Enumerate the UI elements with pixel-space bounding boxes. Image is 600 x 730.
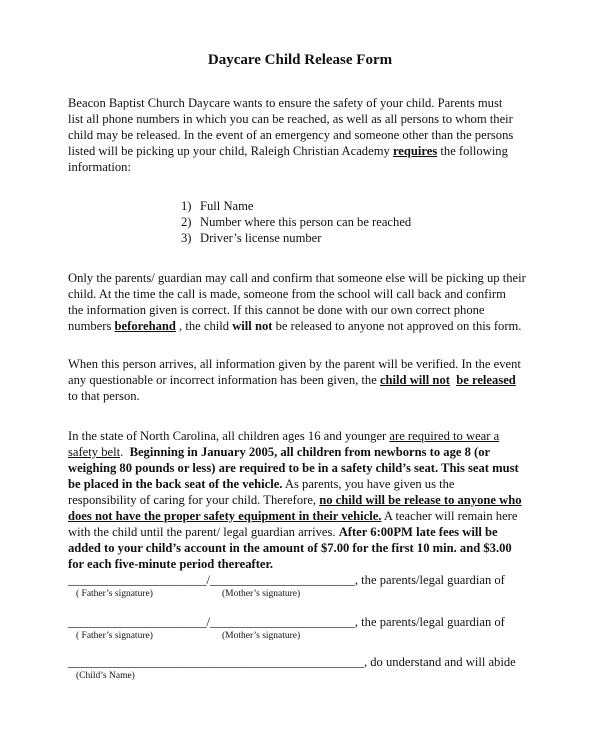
verify-line-3: to that person. (68, 389, 140, 403)
safety-line-6 (68, 508, 538, 524)
father-signature-caption: ( Father’s signature) (76, 631, 153, 641)
beforehand-emphasis: beforehand (114, 319, 176, 333)
safety-line-1-text: In the state of North Carolina, all children ages 16 and younger (68, 429, 390, 443)
safety-line-5 (68, 492, 538, 508)
list-item (181, 214, 411, 230)
list-number: 2) (181, 215, 192, 229)
safety-line-2 (68, 444, 538, 460)
signature-captions (68, 588, 505, 600)
mother-signature-caption: (Mother’s signature) (222, 589, 301, 599)
safety-belt-underline: safety belt (68, 445, 121, 459)
signature-captions (68, 630, 505, 642)
intro-line-4-text: listed will be picking up your child, Raleigh Christian Academy (68, 144, 393, 158)
safety-line-8 (68, 540, 538, 556)
intro-paragraph (68, 95, 538, 175)
safety-line-2-bold: Beginning in January 2005, all children from newborns to age 8 (or (129, 445, 491, 459)
will-not-emphasis: will not (232, 319, 273, 333)
intro-line-2: list all phone numbers in which you can be reached, as well as all persons to whom their (68, 112, 513, 126)
safety-line-8-bold: added to your child’s account in the amount of $7.00 for the first 10 min. and $3.00 (68, 541, 512, 555)
requires-emphasis: requires (392, 144, 438, 158)
safety-equipment-emphasis: does not have the proper safety equipment in their vehicle. (68, 509, 382, 523)
verify-line-2 (68, 372, 538, 388)
intro-line-3: child may be released. In the event of an emergency and someone other than the persons (68, 128, 514, 142)
list-number: 3) (181, 231, 192, 245)
required-info-list (181, 198, 411, 246)
safety-line-9-bold: for each five-minute period thereafter. (68, 557, 274, 571)
intro-line-1: Beacon Baptist Church Daycare wants to ensure the safety of your child. Parents must (68, 96, 503, 110)
confirmation-paragraph (68, 270, 538, 334)
child-will-not-emphasis: child will not (379, 373, 450, 387)
no-child-released-emphasis: no child will be release to anyone who (319, 493, 522, 507)
list-item (181, 230, 411, 246)
father-signature-caption: ( Father’s signature) (76, 589, 153, 599)
list-item (181, 198, 411, 214)
safety-line-5-text: responsibility of caring for your child. Therefore, (68, 493, 320, 507)
confirm-line-1: Only the parents/ guardian may call and confirm that someone else will be picking up their (68, 271, 526, 285)
safety-line-1 (68, 428, 538, 444)
form-title: Daycare Child Release Form (207, 52, 393, 68)
confirm-line-2: child. At the time the call is made, someone from the school will call back and confirm (68, 287, 506, 301)
confirm-line-4 (68, 318, 538, 334)
confirm-line-4-tail: be released to anyone not approved on this form. (272, 319, 522, 333)
safety-line-4 (68, 476, 538, 492)
required-wear-underline: are required to wear a (389, 429, 500, 443)
child-name-line[interactable]: _______________________________________________, do understand and will abide (68, 655, 516, 669)
verify-line-2-text: any questionable or incorrect information has been given, the (68, 373, 380, 387)
confirm-line-3: the information given is correct. If this cannot be done with our own correct phone (68, 303, 485, 317)
safety-line-2-mid: . (120, 445, 130, 459)
safety-line-4-bold: be placed in the back seat of the vehicle. (68, 477, 283, 491)
child-name-caption: (Child’s Name) (76, 671, 135, 681)
list-text: Number where this person can be reached (200, 215, 412, 229)
mother-signature-caption: (Mother’s signature) (222, 631, 301, 641)
intro-line-4 (68, 143, 538, 159)
late-fees-emphasis: After 6:00PM late fees will be (338, 525, 498, 539)
list-text: Full Name (200, 199, 254, 213)
safety-line-7 (68, 524, 538, 540)
parent-signature-block-1 (68, 572, 505, 600)
confirm-line-4-mid: , the child (175, 319, 233, 333)
parent-signature-block-2 (68, 614, 505, 642)
safety-line-9 (68, 556, 538, 572)
safety-line-6-tail: A teacher will remain here (381, 509, 518, 523)
list-text: Driver’s license number (200, 231, 322, 245)
verify-line-1: When this person arrives, all information given by the parent will be verified. In the event (68, 357, 521, 371)
parent-signature-line[interactable]: ______________________/_______________________, the parents/legal guardian of (68, 615, 505, 629)
child-name-block (68, 654, 516, 682)
safety-line-3-bold: weighing 80 pounds or less) are required to be in a safety child’s seat. This seat must (68, 461, 519, 475)
verification-paragraph (68, 356, 538, 404)
child-name-caption-row (68, 670, 516, 682)
safety-paragraph (68, 428, 538, 572)
safety-line-4-tail: As parents, you have given us the (282, 477, 455, 491)
safety-line-7-text: with the child until the parent/ legal guardian arrives. (68, 525, 339, 539)
parent-signature-line[interactable]: ______________________/_______________________, the parents/legal guardian of (68, 573, 505, 587)
intro-line-4-tail: the following (437, 144, 508, 158)
confirm-line-4-text: numbers (68, 319, 115, 333)
safety-line-3 (68, 460, 538, 476)
be-released-emphasis: be released (456, 373, 516, 387)
intro-line-5: information: (68, 160, 131, 174)
list-number: 1) (181, 199, 192, 213)
